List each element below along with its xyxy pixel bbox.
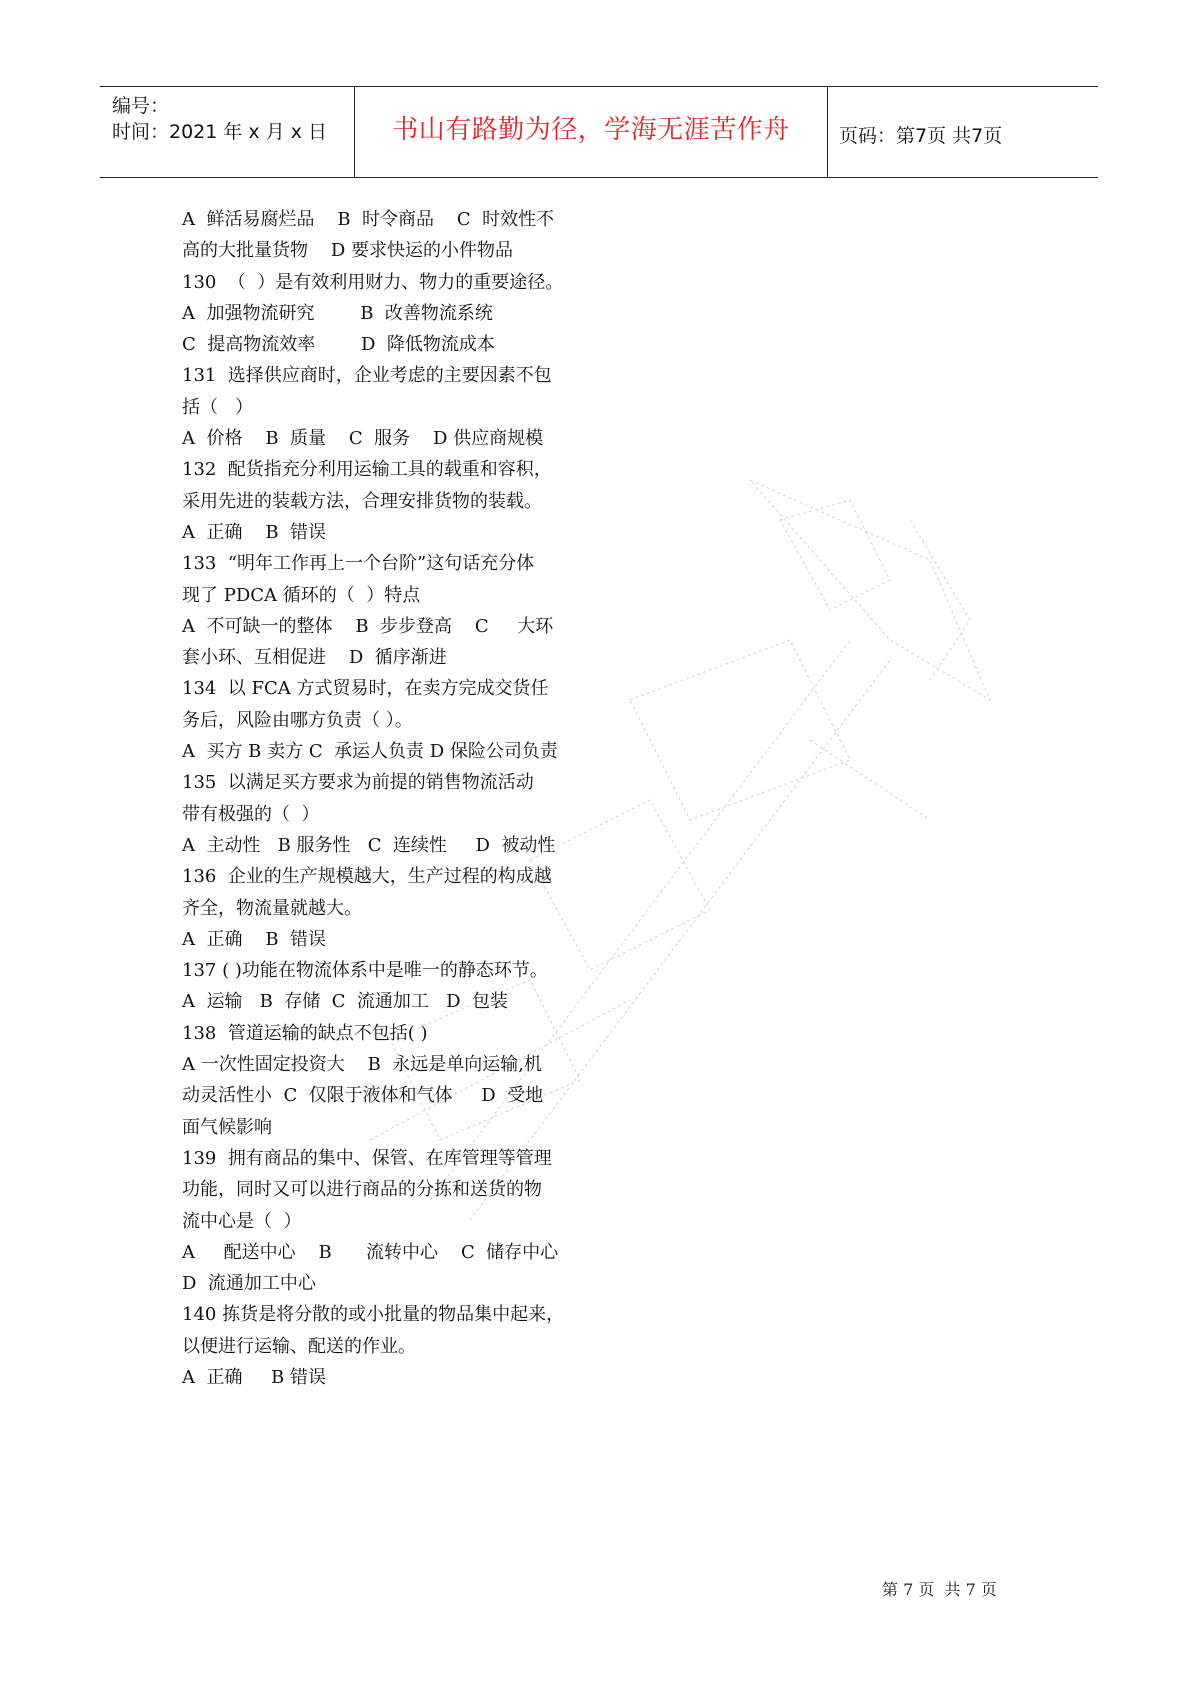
header-motto: 书山有路勤为径，学海无涯苦作舟 [392,115,790,145]
text-line: A 鲜活易腐烂品 B 时令商品 C 时效性不 [182,209,555,230]
text-line: 140 拣货是将分散的或小批量的物品集中起来， [182,1304,565,1326]
text-line: A 加强物流研究 B 改善物流系统 [182,302,493,324]
document-time-label: 时间：2021 年 x 月 x 日 [112,121,328,143]
header-info-cell [100,87,354,177]
text-line: A 价格 B 质量 C 服务 D 供应商规模 [182,428,544,450]
text-line: 面气候影响 [182,1116,272,1138]
text-line: 134 以 FCA 方式贸易时，在卖方完成交货任 [182,678,549,700]
page-footer: 第 7 页 共 7 页 [882,1580,997,1599]
text-line: 135 以满足买方要求为前提的销售物流活动 [182,772,534,794]
text-line: 133 “明年工作再上一个台阶”这句话充分体 [182,553,535,575]
text-line: 132 配货指充分利用运输工具的载重和容积， [182,459,552,481]
text-line: 以便进行运输、配送的作业。 [182,1335,416,1357]
text-line: 流中心是（ ） [182,1210,302,1232]
text-line: A 正确 B 错误 [182,1366,326,1388]
text-line: 齐全，物流量就越大。 [182,897,362,919]
document-number-label: 编号： [112,95,170,117]
text-line: C 提高物流效率 D 降低物流成本 [182,334,495,356]
text-line: 131 选择供应商时，企业考虑的主要因素不包 [182,365,552,387]
text-line: A 买方 B 卖方 C 承运人负责 D 保险公司负责 [182,741,558,763]
text-line: 现了 PDCA 循环的（ ）特点 [182,584,421,606]
text-line: 139 拥有商品的集中、保管、在库管理等管理 [182,1147,552,1169]
text-line: 动灵活性小 C 仅限于液体和气体 D 受地 [182,1085,544,1107]
text-line: 带有极强的（ ） [182,803,320,825]
text-line: A 正确 B 错误 [182,521,326,543]
question-text-block [182,204,602,1393]
header-page-cell [827,87,1098,177]
text-line: 130 （ ）是有效利用财力、物力的重要途径。 [182,271,564,293]
text-line: D 流通加工中心 [182,1273,316,1295]
text-line: A 一次性固定投资大 B 永远是单向运输,机 [182,1054,542,1076]
text-line: 高的大批量货物 D 要求快运的小件物品 [182,240,514,262]
text-line: 136 企业的生产规模越大，生产过程的构成越 [182,866,552,888]
text-line: A 正确 B 错误 [182,928,326,950]
text-line: 137 ( )功能在物流体系中是唯一的静态环节。 [182,960,548,982]
header-page-label: 页码：第7页 共7页 [839,125,1003,147]
text-line: A 配送中心 B 流转中心 C 储存中心 [182,1241,559,1263]
header-motto-cell [354,87,828,177]
text-line: 138 管道运输的缺点不包括( ) [182,1022,428,1044]
page-header [100,86,1098,178]
text-line: A 主动性 B 服务性 C 连续性 D 被动性 [182,834,556,856]
text-line: A 运输 B 存储 C 流通加工 D 包装 [182,991,508,1013]
text-line: 括（ ） [182,396,254,418]
text-line: A 不可缺一的整体 B 步步登高 C 大环 [182,615,554,637]
text-line: 功能，同时又可以进行商品的分拣和送货的物 [182,1179,542,1201]
text-line: 套小环、互相促进 D 循序渐进 [182,647,447,669]
text-line: 采用先进的装载方法，合理安排货物的装载。 [182,490,542,512]
text-line: 务后，风险由哪方负责（ ）。 [182,709,413,731]
